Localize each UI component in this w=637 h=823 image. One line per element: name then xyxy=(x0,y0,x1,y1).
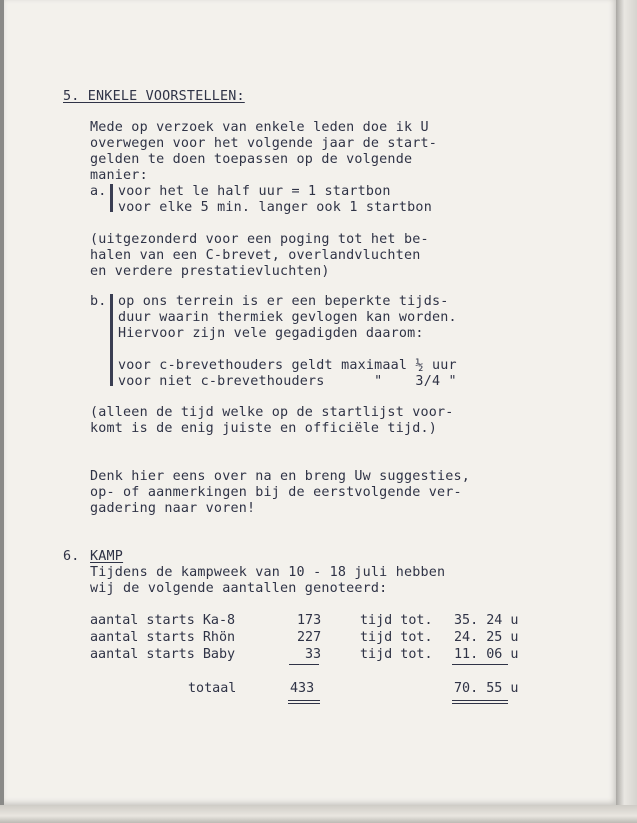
option-a-label: a. xyxy=(90,184,107,199)
page-edge-bottom xyxy=(0,805,637,823)
time-sum-rule xyxy=(452,664,508,665)
page-edge-right xyxy=(616,0,637,823)
section-5-heading: 5. ENKELE VOORSTELLEN: xyxy=(63,89,245,104)
section-6-heading: KAMP xyxy=(90,549,124,564)
typed-document: 5. ENKELE VOORSTELLEN: Mede op verzoek van enkele leden doe ik U overwegen voor het volgende jaar de start- gelden te doen toepassen op de volgende manier: a. voor het le half uur = 1 startbon voor elke 5 min. langer ook 1 startbon (uitgezonderd voor een poging tot het be- halen van een C-brevet, overlandvluchten en verdere prestatievluchten) b. op ons terrein is er een beperkte tijds- duur waarin thermiek gevlogen kan worden. Hiervoor zijn vele gegadigden daarom: voor c-brevethouders geldt maximaal ½ uur voor niet c-brevethouders " 3/4 " (alleen de tijd welke op de startlijst voor- komt is de enig juiste en officiële tijd.) Denk hier eens over na en breng Uw suggesties, op- of aanmerkingen bij de eerstvolgende ver- gadering naar voren! 6. KAMP Tijdens de kampweek van 10 - 18 juli hebben wij de volgende aantallen genoteerd: aantal starts Ka-8 173 tijd tot. 35. 24 u aantal starts Rhön 227 tijd tot. 24. 25 u aantal starts Baby 33 tijd tot. 11. 06 u totaal 433 70. 55 u xyxy=(0,0,612,805)
total-count-double-rule-2 xyxy=(288,703,320,704)
total-time-double-rule xyxy=(452,700,508,701)
count-sum-rule xyxy=(289,664,319,665)
option-b-bracket xyxy=(110,294,113,386)
total-count-double-rule xyxy=(288,700,320,701)
total-time-double-rule-2 xyxy=(452,703,508,704)
option-a-bracket xyxy=(110,184,113,212)
section-6-number: 6. xyxy=(63,549,80,564)
option-b-label: b. xyxy=(90,294,107,309)
